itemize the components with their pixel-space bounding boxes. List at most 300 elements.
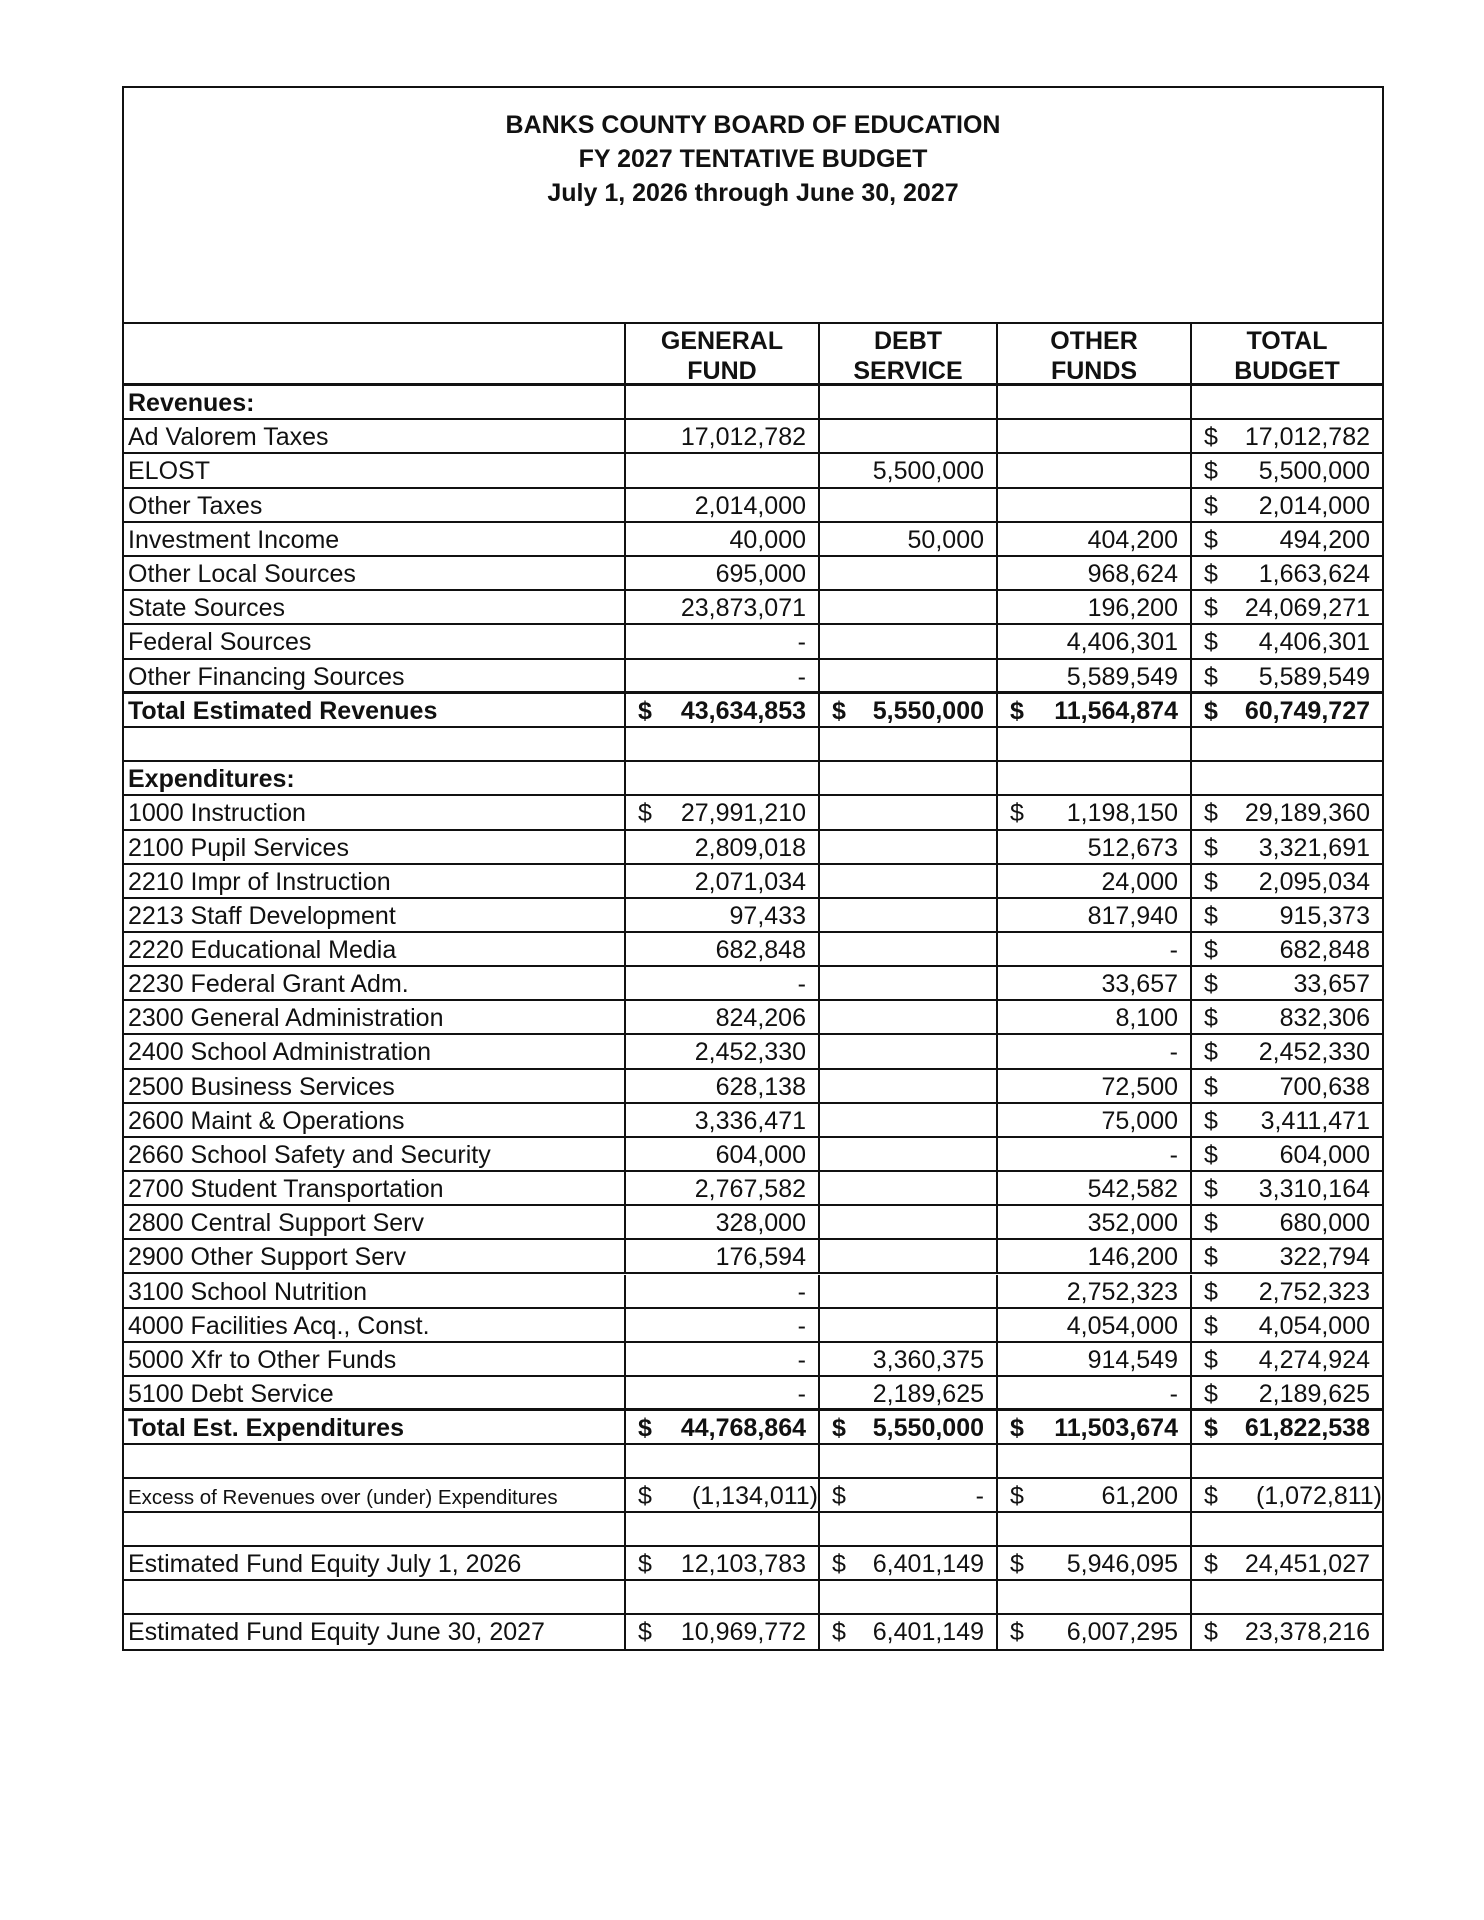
expenditure-row [124,796,1382,830]
amount-cell [996,1104,1190,1138]
amount-value: (1,134,011) [691,1482,818,1511]
row-label: Investment Income [128,525,340,554]
row-label: 2800 Central Support Serv [128,1209,425,1238]
amount-value: 5,589,549 [1066,662,1178,691]
amount-cell [1190,660,1382,694]
row-label-cell [124,1343,624,1377]
amount-value: 61,200 [1101,1482,1178,1511]
amount-cell [1190,1070,1382,1104]
amount-cell [1190,899,1382,933]
amount-cell [1190,1138,1382,1172]
amount-value: 542,582 [1087,1175,1178,1204]
dollar-sign: $ [1204,1482,1218,1511]
amount-cell [1190,694,1382,728]
revenue-row [124,523,1382,557]
amount-cell [996,865,1190,899]
row-label: ELOST [128,457,210,486]
amount-value: 5,550,000 [872,696,984,725]
amount-value: 6,401,149 [872,1618,984,1647]
dollar-sign: $ [638,1482,652,1511]
amount-cell [996,899,1190,933]
header-blank-cell [124,324,624,386]
amount-cell [1190,1309,1382,1343]
expenditure-row [124,1343,1382,1377]
amount-cell [1190,865,1382,899]
amount-value: 2,095,034 [1258,867,1370,896]
row-label: 2700 Student Transportation [128,1175,444,1204]
row-label: 2660 School Safety and Security [128,1140,491,1169]
amount-value: 5,500,000 [1258,457,1370,486]
title-line-1: BANKS COUNTY BOARD OF EDUCATION [505,111,1001,139]
amount-cell [818,1206,996,1240]
expenditure-row [124,1309,1382,1343]
amount-cell [818,1070,996,1104]
amount-cell [818,1513,996,1547]
row-label-cell [124,557,624,591]
amount-cell [818,933,996,967]
expenditures-heading-row [124,762,1382,796]
amount-cell [1190,625,1382,659]
dollar-sign: $ [1204,662,1218,691]
amount-cell [1190,557,1382,591]
amount-cell [996,1138,1190,1172]
amount-cell [1190,1479,1382,1513]
row-label-cell [124,831,624,865]
amount-cell [1190,1581,1382,1615]
amount-cell [818,1445,996,1479]
amount-value: 12,103,783 [680,1550,806,1579]
amount-value: 512,673 [1087,833,1178,862]
amount-value: 11,503,674 [1054,1414,1178,1443]
row-label: 2600 Maint & Operations [128,1106,405,1135]
amount-cell [624,728,818,762]
amount-cell [624,523,818,557]
amount-value: - [797,1277,806,1306]
revenue-row [124,420,1382,454]
amount-value: 682,848 [715,936,806,964]
amount-cell [996,454,1190,488]
expenditure-row [124,1104,1382,1138]
amount-value: 2,452,330 [694,1038,806,1067]
revenue-row [124,454,1382,488]
amount-cell [624,1411,818,1445]
revenue-row [124,591,1382,625]
equity-end-row [124,1615,1382,1649]
amount-cell [818,591,996,625]
budget-sheet [122,86,1384,1651]
dollar-sign: $ [1204,1618,1218,1647]
amount-value: - [797,1345,806,1374]
amount-value: 328,000 [715,1209,806,1238]
amount-value: (1,072,811) [1255,1482,1382,1511]
amount-cell [624,1001,818,1035]
amount-value: 2,767,582 [694,1175,806,1204]
amount-value: 2,189,625 [1258,1379,1370,1408]
amount-cell [624,762,818,796]
amount-value: - [797,1311,806,1340]
amount-cell [1190,386,1382,420]
dollar-sign: $ [1204,1072,1218,1101]
amount-cell [624,1275,818,1309]
amount-cell [818,660,996,694]
amount-cell [818,557,996,591]
row-label-cell [124,1172,624,1206]
amount-cell [818,1172,996,1206]
amount-cell [818,625,996,659]
column-header-line-1: GENERAL [660,327,784,355]
row-label: 2300 General Administration [128,1004,444,1033]
amount-cell [1190,1104,1382,1138]
amount-cell [1190,523,1382,557]
amount-cell [996,1343,1190,1377]
row-label: 2210 Impr of Instruction [128,867,391,896]
row-label-cell [124,420,624,454]
row-label: Other Local Sources [128,560,356,588]
excess-label: Excess of Revenues over (under) Expenditures [128,1486,558,1510]
dollar-sign: $ [1010,799,1024,828]
amount-cell [624,1172,818,1206]
spacer-row [124,1513,1382,1547]
amount-cell [1190,1172,1382,1206]
amount-cell [1190,591,1382,625]
amount-cell [818,796,996,830]
row-label-cell [124,933,624,967]
amount-cell [624,489,818,523]
amount-value: 6,401,149 [872,1550,984,1579]
row-label-cell [124,1206,624,1240]
amount-value: 4,406,301 [1258,628,1370,657]
row-label: Ad Valorem Taxes [128,423,329,452]
amount-value: 494,200 [1279,525,1370,554]
row-label-cell [124,1513,624,1547]
amount-cell [818,694,996,728]
dollar-sign: $ [1204,1311,1218,1340]
amount-cell [624,1104,818,1138]
dollar-sign: $ [1204,628,1218,657]
amount-value: 2,014,000 [1258,491,1370,520]
row-label: 2100 Pupil Services [128,833,349,862]
amount-value: 10,969,772 [680,1618,806,1647]
amount-cell [996,1035,1190,1069]
amount-value: 322,794 [1279,1243,1370,1272]
amount-value: 2,452,330 [1258,1038,1370,1067]
excess-row [124,1479,1382,1513]
dollar-sign: $ [832,1482,846,1511]
row-label-cell [124,1411,624,1445]
amount-value: 50,000 [907,525,984,554]
total-label: Total Est. Expenditures [128,1414,404,1443]
amount-cell [996,967,1190,1001]
row-label-cell [124,967,624,1001]
amount-cell [818,1377,996,1411]
revenue-row [124,557,1382,591]
title-line-3: July 1, 2026 through June 30, 2027 [547,179,959,207]
dollar-sign: $ [1204,1414,1218,1443]
row-label-cell [124,865,624,899]
amount-value: 33,657 [1293,970,1370,999]
row-label: 2220 Educational Media [128,936,397,964]
dollar-sign: $ [1204,423,1218,452]
dollar-sign: $ [1204,799,1218,828]
amount-cell [818,1479,996,1513]
amount-cell [996,523,1190,557]
amount-cell [1190,1001,1382,1035]
amount-cell [624,831,818,865]
amount-cell [996,660,1190,694]
row-label-cell [124,899,624,933]
amount-cell [818,420,996,454]
amount-cell [624,1377,818,1411]
amount-cell [1190,1615,1382,1649]
row-label: Other Taxes [128,491,263,520]
amount-cell [624,386,818,420]
row-label-cell [124,454,624,488]
amount-value: 3,310,164 [1258,1175,1370,1204]
column-header-line-1: OTHER [1050,327,1138,355]
amount-value: 2,071,034 [694,867,806,896]
expenditure-row [124,1275,1382,1309]
amount-cell [624,865,818,899]
amount-cell [1190,796,1382,830]
dollar-sign: $ [1204,1106,1218,1135]
title-line-2: FY 2027 TENTATIVE BUDGET [578,145,928,173]
amount-cell [818,1581,996,1615]
dollar-sign: $ [1204,1209,1218,1238]
amount-cell [818,967,996,1001]
spacer-row [124,1445,1382,1479]
amount-value: 23,873,071 [680,594,806,623]
amount-value: 2,752,323 [1066,1277,1178,1306]
amount-cell [1190,1411,1382,1445]
row-label-cell [124,1240,624,1274]
amount-value: 29,189,360 [1244,799,1370,828]
amount-value: 2,809,018 [694,833,806,862]
amount-value: 8,100 [1115,1004,1178,1033]
amount-cell [1190,1035,1382,1069]
amount-cell [1190,728,1382,762]
column-header-line-2: SERVICE [853,357,963,385]
amount-value: 3,336,471 [694,1106,806,1135]
amount-value: - [1169,1140,1178,1169]
row-label-cell [124,762,624,796]
amount-cell [818,1309,996,1343]
amount-cell [818,899,996,933]
amount-value: 60,749,727 [1244,696,1370,725]
dollar-sign: $ [1204,1277,1218,1306]
amount-cell [818,865,996,899]
spacer-row [124,1581,1382,1615]
row-label: Federal Sources [128,628,312,657]
column-header-line-2: FUNDS [1050,357,1138,385]
dollar-sign: $ [832,696,846,725]
amount-cell [1190,420,1382,454]
amount-value: 97,433 [729,901,806,930]
amount-cell [624,1513,818,1547]
dollar-sign: $ [1204,696,1218,725]
amount-value: - [1169,1038,1178,1067]
total-expenditures-row [124,1411,1382,1445]
amount-value: 604,000 [715,1140,806,1169]
dollar-sign: $ [1010,1414,1024,1443]
amount-value: 352,000 [1087,1209,1178,1238]
dollar-sign: $ [1010,696,1024,725]
amount-cell [818,1001,996,1035]
expenditure-row [124,1172,1382,1206]
amount-value: 4,054,000 [1066,1311,1178,1340]
amount-value: 3,321,691 [1258,833,1370,862]
amount-value: 968,624 [1087,560,1178,588]
amount-cell [1190,454,1382,488]
column-header-row [124,324,1382,386]
row-label-cell [124,1070,624,1104]
amount-cell [1190,1377,1382,1411]
dollar-sign: $ [638,799,652,828]
amount-cell [624,1035,818,1069]
dollar-sign: $ [1204,1175,1218,1204]
amount-cell [1190,489,1382,523]
amount-value: 604,000 [1279,1140,1370,1169]
amount-cell [996,762,1190,796]
amount-value: - [797,970,806,999]
row-label-cell [124,694,624,728]
dollar-sign: $ [1204,560,1218,588]
amount-value: 700,638 [1279,1072,1370,1101]
dollar-sign: $ [638,1414,652,1443]
amount-cell [818,1411,996,1445]
dollar-sign: $ [1204,1379,1218,1408]
amount-value: 1,663,624 [1258,560,1370,588]
equity-start-row [124,1547,1382,1581]
row-label: 2900 Other Support Serv [128,1243,406,1272]
row-label-cell [124,1479,624,1513]
column-header [624,324,818,386]
amount-cell [818,1138,996,1172]
column-header [818,324,996,386]
amount-value: - [797,628,806,657]
amount-cell [996,1411,1190,1445]
row-label: 3100 School Nutrition [128,1277,368,1306]
amount-value: 817,940 [1087,901,1178,930]
amount-cell [996,1377,1190,1411]
amount-cell [624,1615,818,1649]
amount-cell [624,454,818,488]
column-header [1190,324,1382,386]
amount-cell [624,1070,818,1104]
amount-cell [818,728,996,762]
dollar-sign: $ [638,1550,652,1579]
row-label: 5100 Debt Service [128,1379,334,1408]
amount-cell [996,1275,1190,1309]
amount-value: 11,564,874 [1054,696,1178,725]
column-header-line-2: BUDGET [1234,357,1340,385]
amount-cell [1190,1343,1382,1377]
amount-cell [624,1206,818,1240]
dollar-sign: $ [832,1414,846,1443]
expenditure-row [124,967,1382,1001]
revenue-row [124,489,1382,523]
revenue-row [124,660,1382,694]
amount-cell [996,1547,1190,1581]
amount-value: 1,198,150 [1066,799,1178,828]
amount-cell [996,796,1190,830]
expenditure-row [124,1138,1382,1172]
expenditure-row [124,1035,1382,1069]
dollar-sign: $ [1204,970,1218,999]
amount-value: 4,406,301 [1066,628,1178,657]
row-label: 4000 Facilities Acq., Const. [128,1311,430,1340]
equity-label: Estimated Fund Equity July 1, 2026 [128,1550,522,1579]
spacer-row [124,728,1382,762]
dollar-sign: $ [1010,1550,1024,1579]
amount-cell [624,1138,818,1172]
amount-value: 2,189,625 [872,1379,984,1408]
row-label-cell [124,625,624,659]
amount-cell [624,1445,818,1479]
dollar-sign: $ [638,696,652,725]
row-label-cell [124,1138,624,1172]
amount-cell [624,1479,818,1513]
amount-value: 628,138 [715,1072,806,1101]
amount-value: 6,007,295 [1066,1618,1178,1647]
expenditure-row [124,1001,1382,1035]
dollar-sign: $ [1204,457,1218,486]
dollar-sign: $ [832,1550,846,1579]
dollar-sign: $ [1204,1243,1218,1272]
amount-value: 24,451,027 [1244,1550,1370,1579]
amount-cell [996,1240,1190,1274]
amount-value: 43,634,853 [680,696,806,725]
amount-value: 24,000 [1101,867,1178,896]
dollar-sign: $ [832,1618,846,1647]
row-label-cell [124,728,624,762]
row-label-cell [124,1581,624,1615]
amount-cell [1190,967,1382,1001]
amount-cell [996,489,1190,523]
amount-cell [996,1513,1190,1547]
dollar-sign: $ [1204,901,1218,930]
amount-cell [818,386,996,420]
amount-value: - [797,1379,806,1408]
amount-cell [624,1547,818,1581]
dollar-sign: $ [1204,867,1218,896]
column-header [996,324,1190,386]
amount-cell [818,762,996,796]
row-label: 2213 Staff Development [128,901,396,930]
row-label-cell [124,1035,624,1069]
amount-value: 915,373 [1279,901,1370,930]
amount-value: 196,200 [1087,594,1178,623]
amount-cell [1190,933,1382,967]
amount-cell [818,1343,996,1377]
amount-cell [996,1479,1190,1513]
amount-cell [624,694,818,728]
amount-cell [624,1240,818,1274]
dollar-sign: $ [1204,936,1218,964]
amount-value: 61,822,538 [1244,1414,1370,1443]
dollar-sign: $ [638,1618,652,1647]
amount-value: 5,500,000 [872,457,984,486]
amount-value: 5,550,000 [872,1414,984,1443]
amount-value: - [1169,1379,1178,1408]
section-heading: Expenditures: [128,765,295,794]
amount-value: 404,200 [1087,525,1178,554]
row-label-cell [124,1104,624,1138]
amount-cell [996,1309,1190,1343]
row-label-cell [124,1547,624,1581]
equity-label: Estimated Fund Equity June 30, 2027 [128,1618,545,1647]
amount-cell [1190,1513,1382,1547]
section-heading: Revenues: [128,389,255,417]
